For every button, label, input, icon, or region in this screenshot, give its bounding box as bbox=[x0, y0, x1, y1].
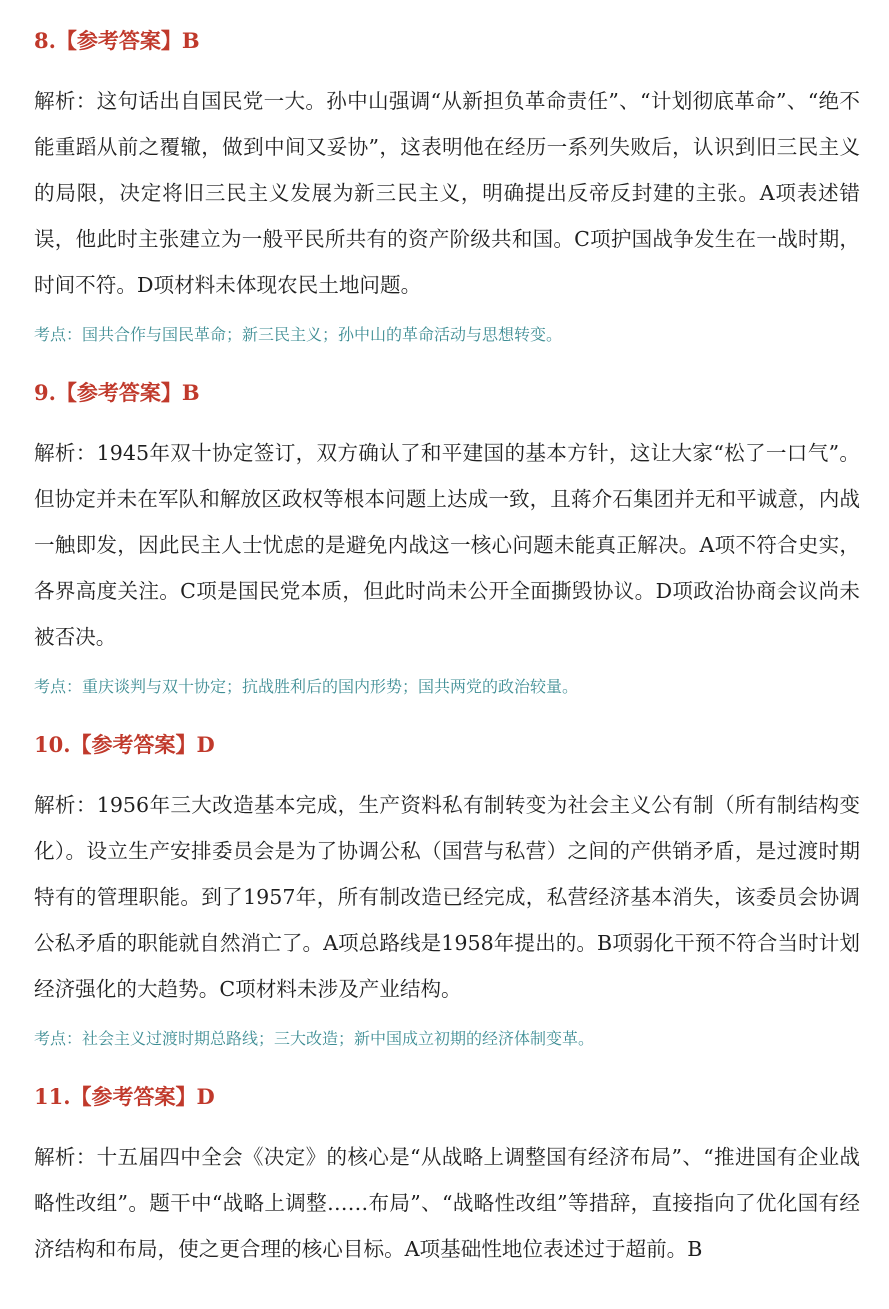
answer-heading: 10.【参考答案】D bbox=[34, 732, 215, 757]
analysis-text: 解析：十五届四中全会《决定》的核心是“从战略上调整国有经济布局”、“推进国有企业战略性改组”。题干中“战略上调整……布局”、“战略性改组”等措辞，直接指向了优化国有经济结构和布局，使之更合理的核心目标。A项基础性地位表述过于超前。B bbox=[34, 1145, 860, 1261]
answer-item-9 bbox=[34, 378, 860, 700]
answer-item-8 bbox=[34, 26, 860, 348]
answer-heading: 8.【参考答案】B bbox=[34, 28, 200, 53]
analysis-text: 解析：这句话出自国民党一大。孙中山强调“从新担负革命责任”、“计划彻底革命”、“绝不能重蹈从前之覆辙，做到中间又妥协”，这表明他在经历一系列失败后，认识到旧三民主义的局限，决定将旧三民主义发展为新三民主义，明确提出反帝反封建的主张。A项表述错误，他此时主张建立为一般平民所共有的资产阶级共和国。C项护国战争发生在一战时期，时间不符。D项材料未体现农民土地问题。 bbox=[34, 89, 860, 297]
analysis-text: 解析：1945年双十协定签订，双方确认了和平建国的基本方针，这让大家“松了一口气”。但协定并未在军队和解放区政权等根本问题上达成一致，且蒋介石集团并无和平诚意，内战一触即发，因此民主人士忧虑的是避免内战这一核心问题未能真正解决。A项不符合史实，各界高度关注。C项是国民党本质，但此时尚未公开全面撕毁协议。D项政治协商会议尚未被否决。 bbox=[34, 441, 860, 649]
key-points: 考点：国共合作与国民革命；新三民主义；孙中山的革命活动与思想转变。 bbox=[34, 325, 563, 344]
answer-heading: 11.【参考答案】D bbox=[34, 1084, 215, 1109]
analysis-text: 解析：1956年三大改造基本完成，生产资料私有制转变为社会主义公有制（所有制结构变化）。设立生产安排委员会是为了协调公私（国营与私营）之间的产供销矛盾，是过渡时期特有的管理职能。到了1957年，所有制改造已经完成，私营经济基本消失，该委员会协调公私矛盾的职能就自然消亡了。A项总路线是1958年提出的。B项弱化干预不符合当时计划经济强化的大趋势。C项材料未涉及产业结构。 bbox=[34, 793, 860, 1001]
answer-sheet bbox=[34, 26, 860, 1302]
key-points: 考点：社会主义过渡时期总路线；三大改造；新中国成立初期的经济体制变革。 bbox=[34, 1029, 595, 1048]
answer-item-11 bbox=[34, 1082, 860, 1272]
answer-heading: 9.【参考答案】B bbox=[34, 380, 200, 405]
answer-item-10 bbox=[34, 730, 860, 1052]
key-points: 考点：重庆谈判与双十协定；抗战胜利后的国内形势；国共两党的政治较量。 bbox=[34, 677, 579, 696]
